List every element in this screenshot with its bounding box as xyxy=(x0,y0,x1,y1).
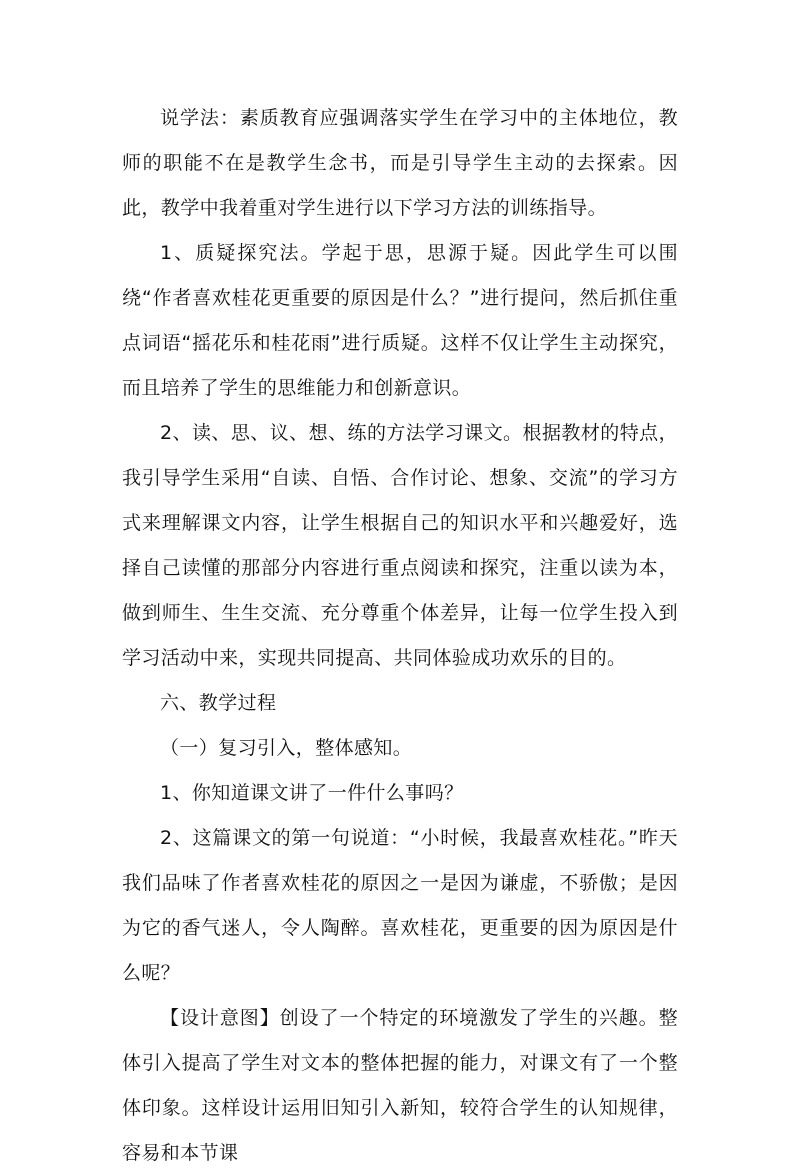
section-heading-teaching-process: 六、教学过程 xyxy=(160,692,277,714)
paragraph-question-1: 1、你知道课文讲了一件什么事吗？ xyxy=(160,782,464,804)
paragraph-method-questioning: 1、质疑探究法。学起于思，思源于疑。因此学生可以围绕“作者喜欢桂花更重要的原因是什么？”进行提问，然后抓住重点词语“摇花乐和桂花雨”进行质疑。这样不仅让学生主动探究，而且培养了学生的思维能力和创新意识。 xyxy=(122,242,678,399)
document-body xyxy=(122,96,678,1176)
paragraph-question-2: 2、这篇课文的第一句说道：“小时候，我最喜欢桂花。”昨天我们品味了作者喜欢桂花的原因之一是因为谦虚，不骄傲；是因为它的香气迷人，令人陶醉。喜欢桂花，更重要的因为原因是什么呢？ xyxy=(122,827,678,984)
paragraph-study-methods: 说学法：素质教育应强调落实学生在学习中的主体地位，教师的职能不在是教学生念书，而是引导学生主动的去探索。因此，教学中我着重对学生进行以下学习方法的训练指导。 xyxy=(122,107,678,219)
subsection-heading-review: （一）复习引入，整体感知。 xyxy=(160,737,413,759)
paragraph-design-intent: 【设计意图】创设了一个特定的环境激发了学生的兴趣。整体引入提高了学生对文本的整体把握的能力，对课文有了一个整体印象。这样设计运用旧知引入新知，较符合学生的认知规律，容易和本节课 xyxy=(122,1007,678,1164)
paragraph-method-reading: 2、读、思、议、想、练的方法学习课文。根据教材的特点，我引导学生采用“自读、自悟、合作讨论、想象、交流”的学习方式来理解课文内容，让学生根据自己的知识水平和兴趣爱好，选择自己读懂的那部分内容进行重点阅读和探究，注重以读为本，做到师生、生生交流、充分尊重个体差异，让每一位学生投入到学习活动中来，实现共同提高、共同体验成功欢乐的目的。 xyxy=(122,422,678,669)
